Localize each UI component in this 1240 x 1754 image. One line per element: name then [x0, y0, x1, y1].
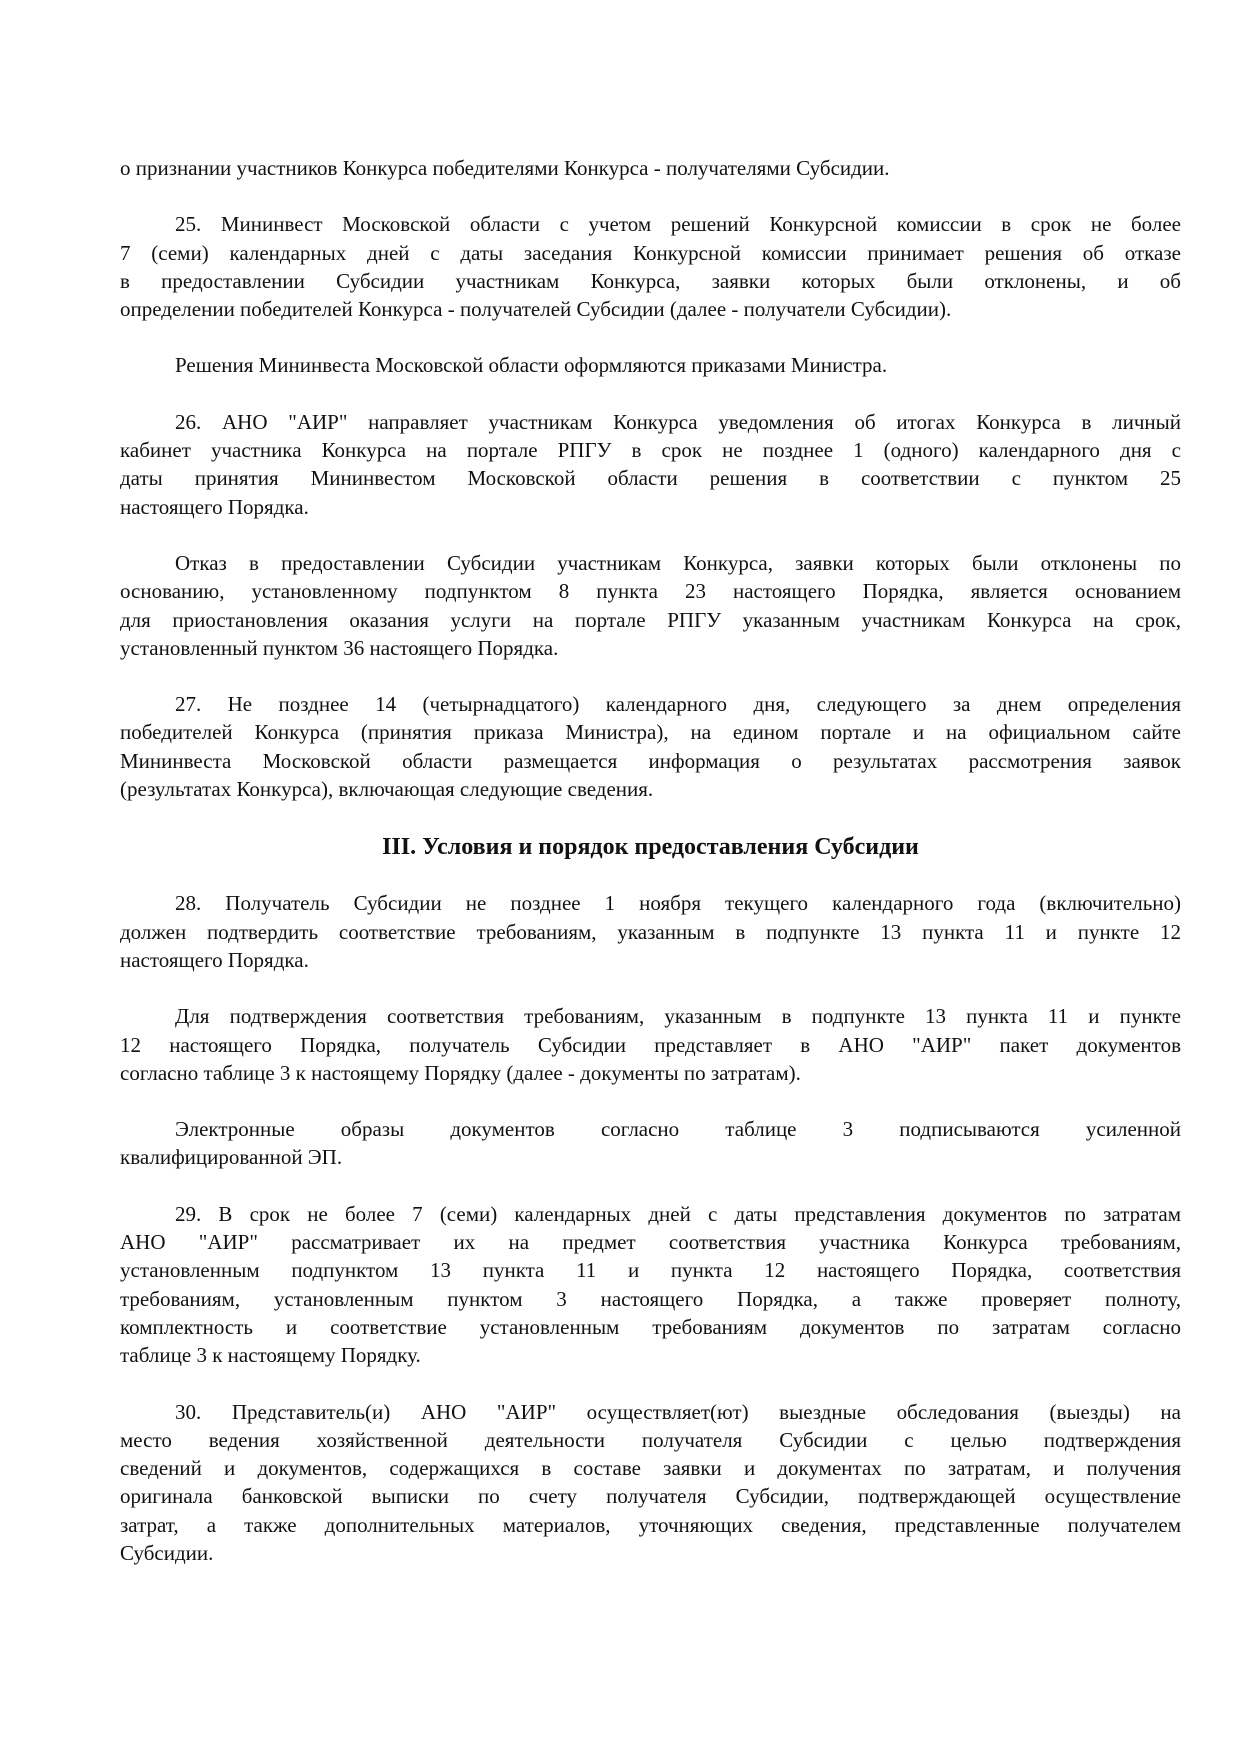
- text-line: сведений и документов, содержащихся в составе заявки и документах по затратам, и получения: [120, 1456, 1181, 1481]
- text-line: затрат, а также дополнительных материалов, уточняющих сведения, представленные получателем: [120, 1512, 1181, 1537]
- text-line: оригинала банковской выписки по счету получателя Субсидии, подтверждающей осуществление: [120, 1484, 1181, 1509]
- text-line: даты принятия Мининвестом Московской области решения в соответствии с пунктом 25: [120, 466, 1181, 491]
- text-line: установленный пунктом 36 настоящего Порядка.: [120, 635, 559, 660]
- text-line: в предоставлении Субсидии участникам Конкурса, заявки которых были отклонены, и об: [120, 268, 1181, 293]
- paragraph: [120, 351, 1181, 379]
- paragraphs-before-heading: [120, 154, 1181, 803]
- text-line: настоящего Порядка.: [120, 494, 309, 519]
- text-line: 12 настоящего Порядка, получатель Субсидии представляет в АНО "АИР" пакет документов: [120, 1032, 1181, 1057]
- paragraphs-after-heading: [120, 889, 1181, 1567]
- text-line: (результатах Конкурса), включающая следующие сведения.: [120, 777, 654, 802]
- document-page: [120, 154, 1181, 1595]
- text-line: основанию, установленному подпунктом 8 пункта 23 настоящего Порядка, является основанием: [120, 579, 1181, 604]
- text-line: квалифицированной ЭП.: [120, 1145, 343, 1170]
- text-line: о признании участников Конкурса победителями Конкурса - получателями Субсидии.: [120, 156, 890, 180]
- paragraph: [120, 1115, 1181, 1172]
- paragraph: [120, 1002, 1181, 1087]
- text-line: 26. АНО "АИР" направляет участникам Конкурса уведомления об итогах Конкурса в личный: [175, 409, 1181, 434]
- paragraph: [120, 1398, 1181, 1568]
- paragraph: [120, 690, 1181, 803]
- text-line: Мининвеста Московской области размещается информация о результатах рассмотрения заявок: [120, 748, 1181, 773]
- text-line: для приостановления оказания услуги на портале РПГУ указанным участникам Конкурса на срок,: [120, 607, 1181, 632]
- text-line: комплектность и соответствие установленным требованиям документов по затратам согласно: [120, 1314, 1181, 1339]
- text-line: Субсидии.: [120, 1540, 214, 1565]
- text-line: определении победителей Конкурса - получателей Субсидии (далее - получатели Субсидии).: [120, 297, 952, 322]
- paragraph: [120, 154, 1181, 182]
- text-line: кабинет участника Конкурса на портале РПГУ в срок не позднее 1 (одного) календарного дня с: [120, 438, 1181, 463]
- text-line: 7 (семи) календарных дней с даты заседания Конкурсной комиссии принимает решения об отказе: [120, 240, 1181, 265]
- text-line: 30. Представитель(и) АНО "АИР" осуществляет(ют) выездные обследования (выезды) на: [175, 1399, 1181, 1424]
- text-line: 27. Не позднее 14 (четырнадцатого) календарного дня, следующего за днем определения: [175, 692, 1181, 717]
- text-line: таблице 3 к настоящему Порядку.: [120, 1343, 421, 1368]
- paragraph: [120, 549, 1181, 662]
- text-line: требованиям, установленным пунктом 3 настоящего Порядка, а также проверяет полноту,: [120, 1286, 1181, 1311]
- text-line: Отказ в предоставлении Субсидии участникам Конкурса, заявки которых были отклонены по: [175, 550, 1181, 575]
- text-line: АНО "АИР" рассматривает их на предмет соответствия участника Конкурса требованиям,: [120, 1230, 1181, 1255]
- text-line: 28. Получатель Субсидии не позднее 1 ноября текущего календарного года (включительно): [175, 891, 1181, 916]
- text-line: Решения Мининвеста Московской области оформляются приказами Министра.: [175, 353, 888, 378]
- text-line: настоящего Порядка.: [120, 947, 309, 972]
- text-line: установленным подпунктом 13 пункта 11 и пункта 12 настоящего Порядка, соответствия: [120, 1258, 1181, 1283]
- section-heading: III. Условия и порядок предоставления Субсидии: [382, 834, 919, 861]
- text-line: согласно таблице 3 к настоящему Порядку (далее - документы по затратам).: [120, 1060, 801, 1085]
- paragraph: [120, 210, 1181, 323]
- text-line: победителей Конкурса (принятия приказа Министра), на едином портале и на официальном сайте: [120, 720, 1181, 745]
- text-line: место ведения хозяйственной деятельности получателя Субсидии с целью подтверждения: [120, 1427, 1181, 1452]
- text-line: 25. Мининвест Московской области с учетом решений Конкурсной комиссии в срок не более: [175, 212, 1181, 237]
- text-line: Электронные образы документов согласно таблице 3 подписываются усиленной: [175, 1117, 1181, 1142]
- paragraph: [120, 889, 1181, 974]
- text-line: должен подтвердить соответствие требованиям, указанным в подпункте 13 пункта 11 и пункте 12: [120, 919, 1181, 944]
- text-line: Для подтверждения соответствия требованиям, указанным в подпункте 13 пункта 11 и пункте: [175, 1004, 1181, 1029]
- paragraph: [120, 1200, 1181, 1370]
- paragraph: [120, 408, 1181, 521]
- text-line: 29. В срок не более 7 (семи) календарных дней с даты представления документов по затратам: [175, 1201, 1181, 1226]
